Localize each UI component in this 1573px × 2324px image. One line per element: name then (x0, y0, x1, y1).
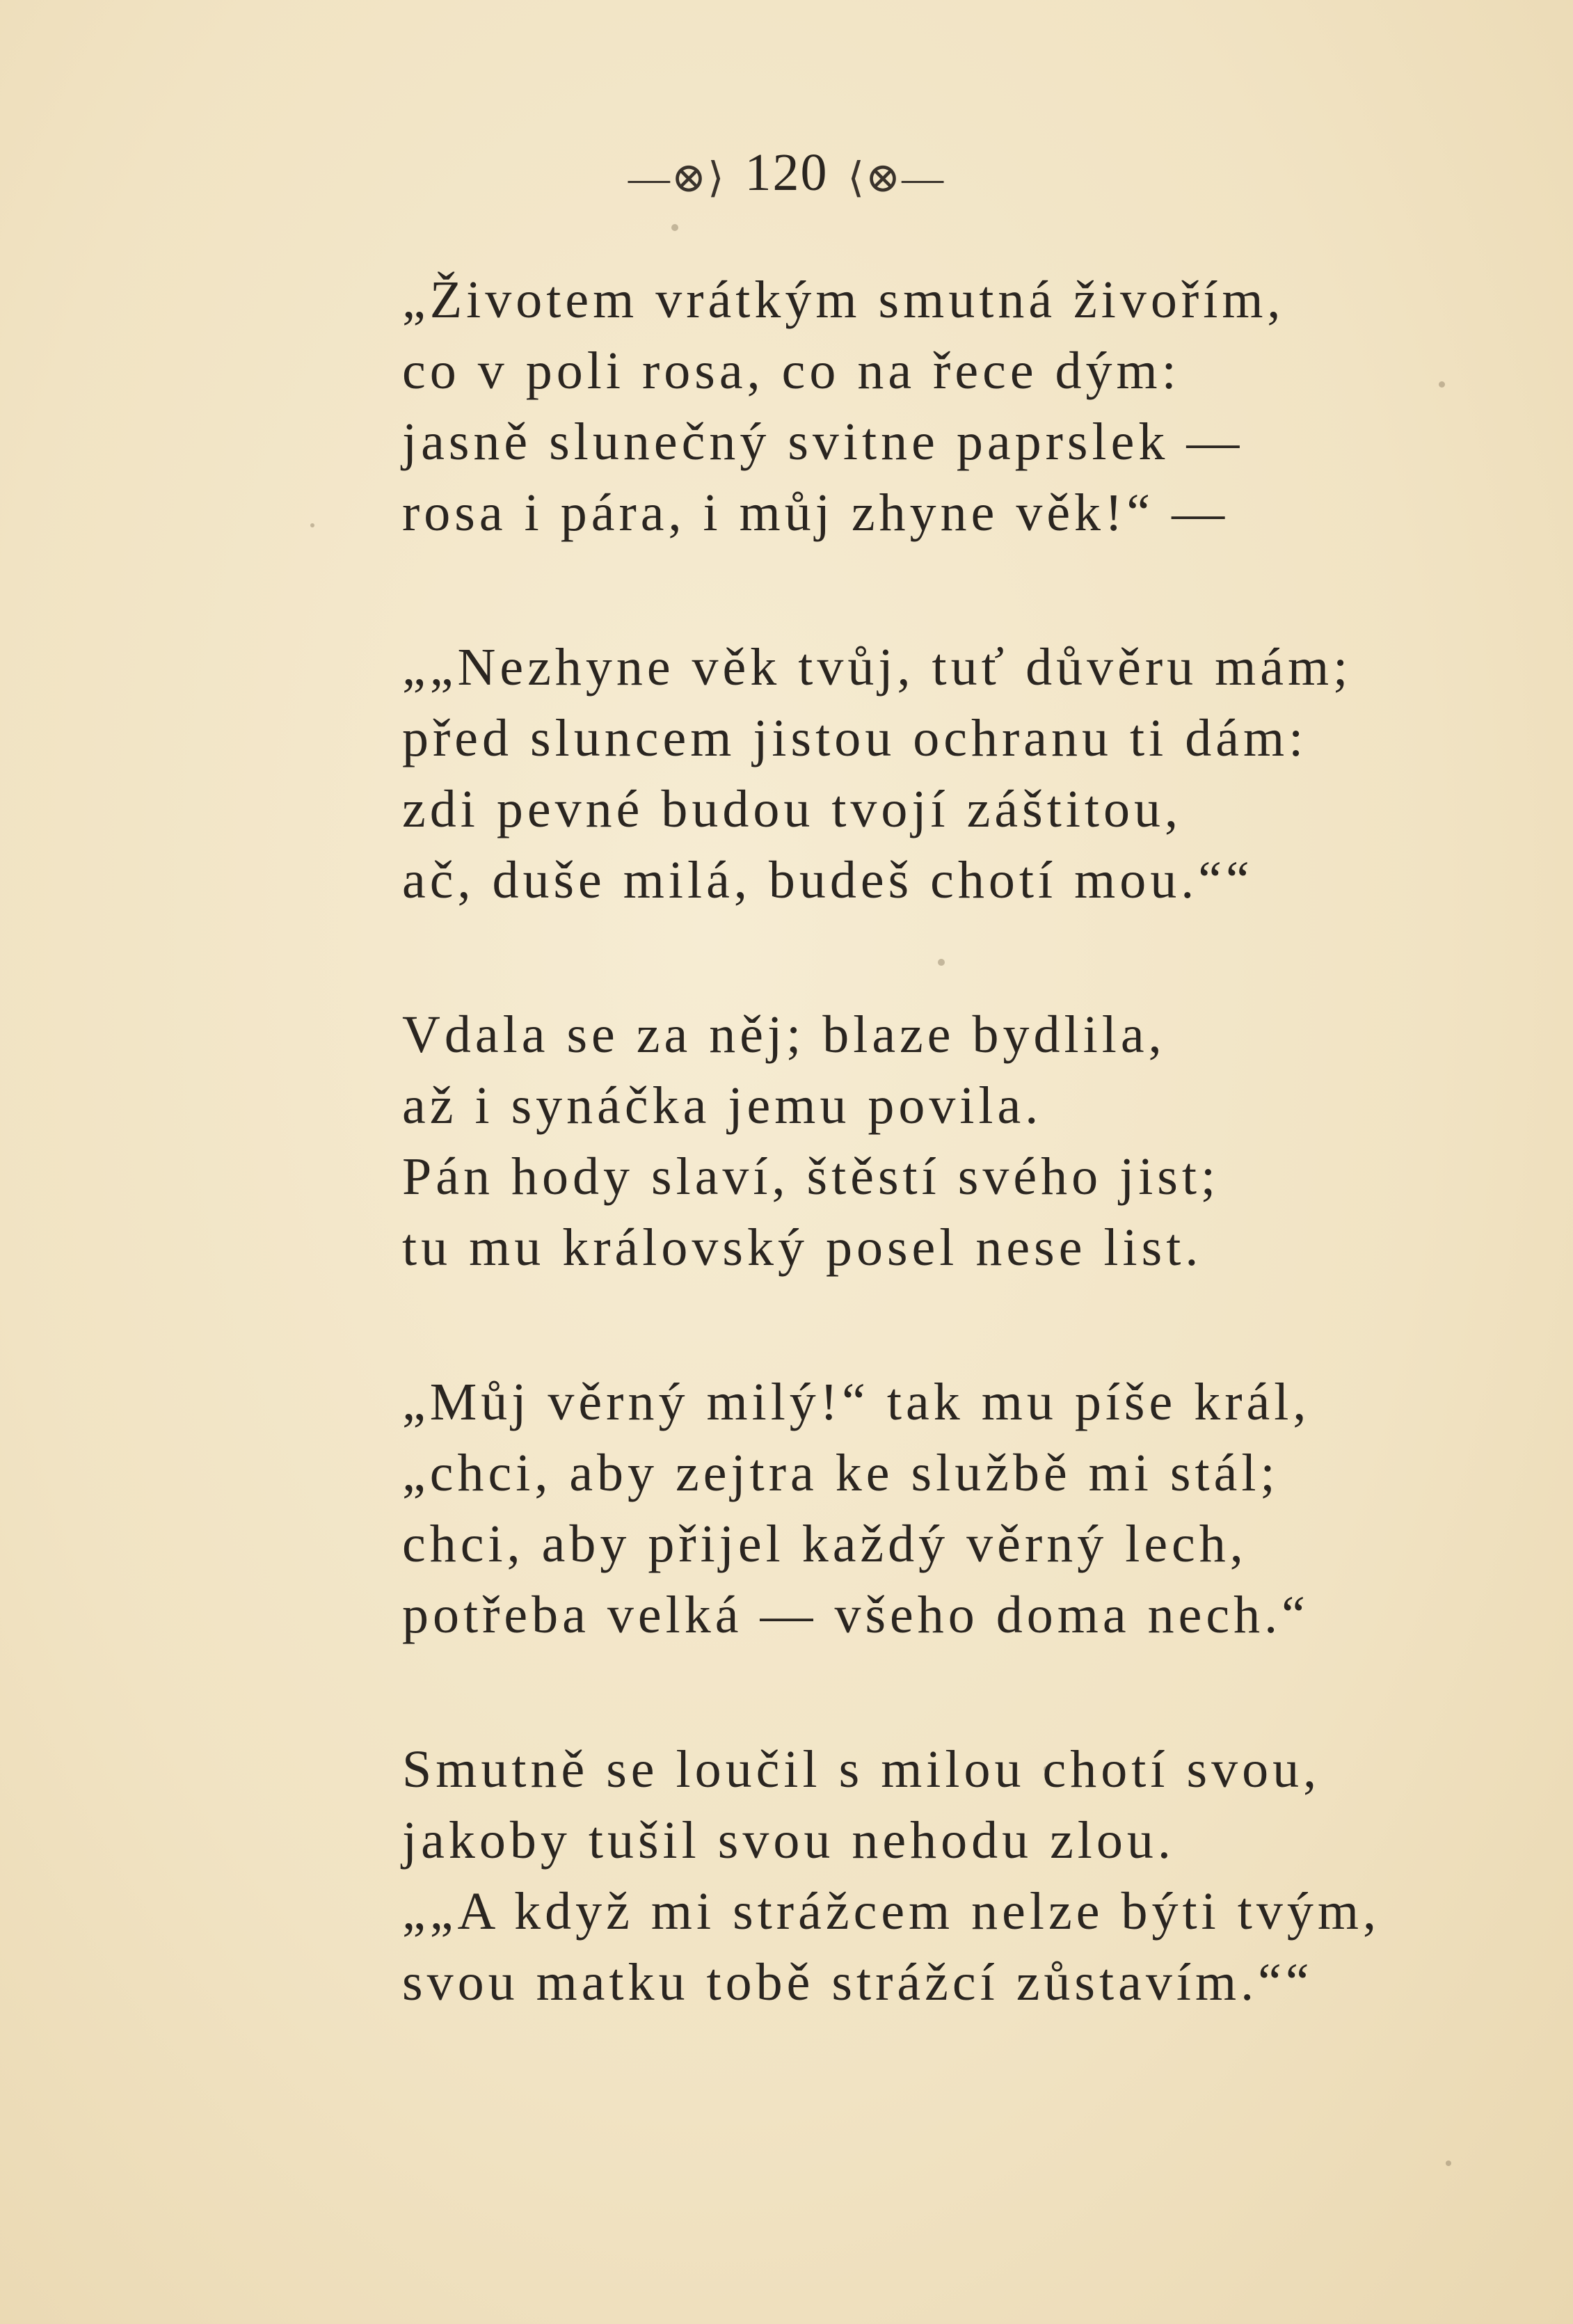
verse-line: chci, aby přijel každý věrný lech, (402, 1515, 1247, 1573)
verse-line: tu mu královský posel nese list. (402, 1218, 1203, 1277)
ornament-left-icon: —⊗⟩ (628, 154, 726, 201)
verse-line: jakoby tušil svou nehodu zlou. (402, 1811, 1175, 1870)
page-number: 120 (744, 143, 829, 202)
verse-line: před sluncem jistou ochranu ti dám: (402, 709, 1308, 767)
stanza (402, 632, 1446, 916)
ornament-right-icon: ⟨⊗— (847, 154, 945, 201)
verse-line: „„A když mi strážcem nelze býti tvým, (402, 1882, 1380, 1941)
verse-line: Smutně se loučil s milou chotí svou, (402, 1740, 1321, 1799)
paper-speck (1446, 2160, 1451, 2166)
verse-line: rosa i pára, i můj zhyne věk!“ — (402, 484, 1229, 542)
verse-line: Pán hody slaví, štěstí svého jist; (402, 1147, 1220, 1206)
verse-line: „chci, aby zejtra ke službě mi stál; (402, 1444, 1279, 1502)
verse-line: co v poli rosa, co na řece dým: (402, 342, 1181, 400)
stanza (402, 1367, 1446, 1650)
poem-body (402, 264, 1446, 2101)
verse-line: jasně slunečný svitne paprslek — (402, 413, 1244, 471)
verse-line: ač, duše milá, budeš chotí mou.““ (402, 851, 1254, 909)
verse-line: zdi pevné budou tvojí záštitou, (402, 780, 1183, 838)
verse-line: „„Nezhyne věk tvůj, tuť důvěru mám; (402, 638, 1352, 697)
stanza (402, 999, 1446, 1283)
verse-line: potřeba velká — všeho doma nech.“ (402, 1586, 1309, 1644)
page-header (0, 143, 1573, 203)
paper-speck (310, 523, 314, 527)
stanza (402, 264, 1446, 548)
verse-line: až i synáčka jemu povila. (402, 1076, 1043, 1135)
verse-line: Vdala se za něj; blaze bydlila, (402, 1005, 1166, 1064)
paper-speck (671, 224, 678, 231)
stanza (402, 1734, 1446, 2018)
verse-line: „Životem vrátkým smutná živořím, (402, 271, 1285, 329)
verse-line: „Můj věrný milý!“ tak mu píše král, (402, 1373, 1311, 1431)
verse-line: svou matku tobě strážcí zůstavím.““ (402, 1953, 1314, 2012)
